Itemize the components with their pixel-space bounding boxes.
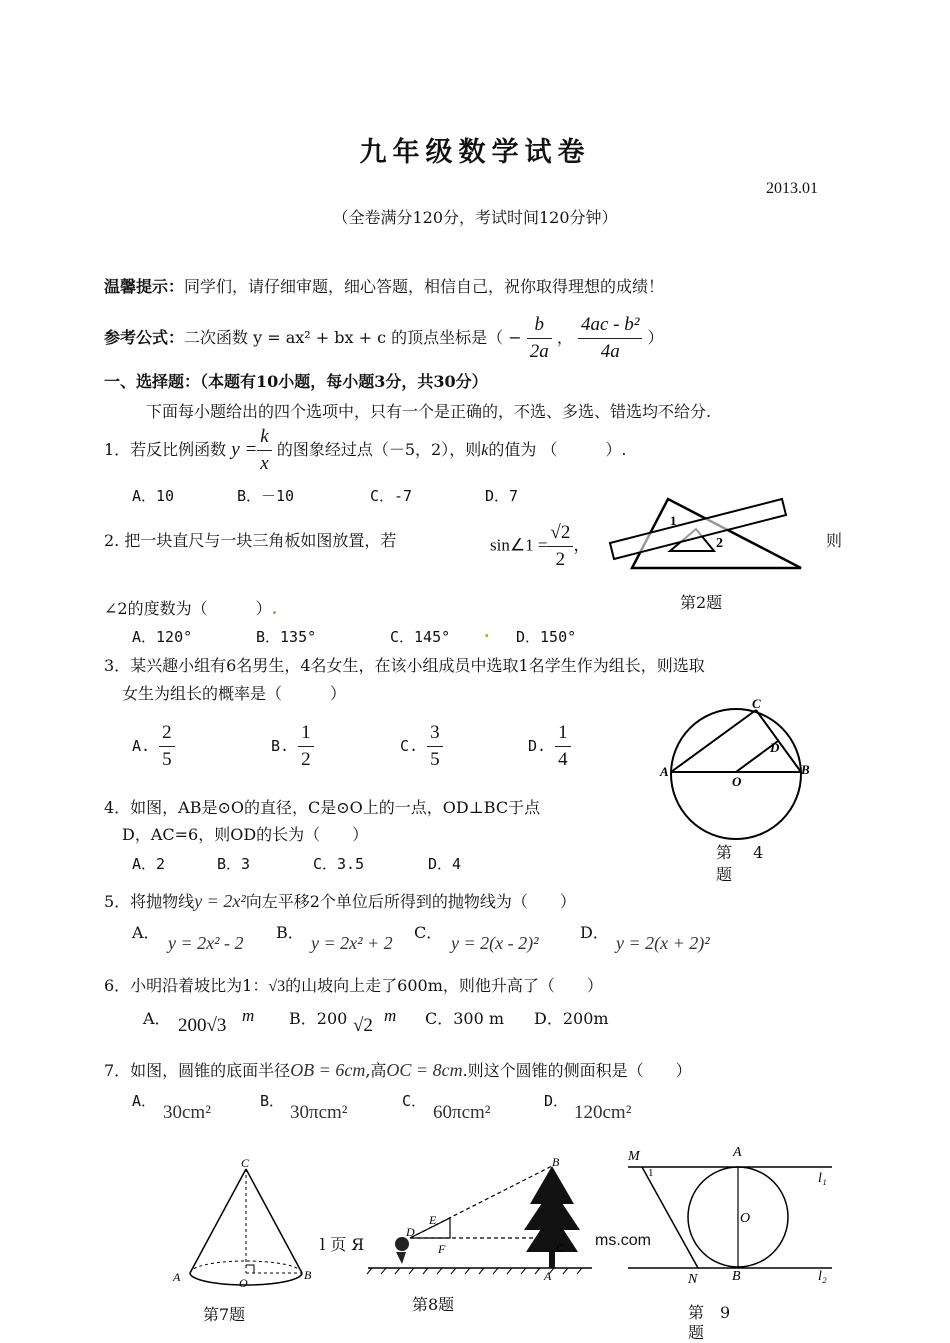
q5-option-c[interactable]: y = 2(x - 2)² bbox=[451, 933, 539, 953]
q5-label-b: B． bbox=[276, 923, 304, 942]
q2-option-d[interactable]: D．150° bbox=[516, 628, 577, 646]
q1-option-a[interactable]: A．10 bbox=[132, 487, 175, 505]
question-2: 2. 把一块直尺与一块三角板如图放置，若 bbox=[104, 531, 397, 550]
tips-line bbox=[104, 274, 664, 297]
q4-option-d[interactable]: D．4 bbox=[428, 855, 462, 873]
exam-date: 2013.01 bbox=[766, 180, 818, 197]
formula-text: 二次函数 y = ax² + bx + c 的顶点坐标是（ bbox=[184, 328, 504, 347]
fig9-label-1: 1 bbox=[648, 1167, 654, 1179]
q6-root: √3 bbox=[268, 978, 286, 995]
question-3: 3．某兴趣小组有6名男生，4名女生，在该小组成员中选取1名学生作为组长，则选取 bbox=[104, 656, 705, 675]
fig4-label-a: A bbox=[660, 764, 669, 779]
q6-label-a: A． bbox=[143, 1009, 171, 1028]
formula-label: 参考公式： bbox=[104, 328, 185, 347]
fig4-label-b: B bbox=[801, 762, 810, 777]
q5-label-a: A． bbox=[132, 923, 160, 942]
fig7-label-c: C bbox=[241, 1156, 250, 1170]
figure-2-caption: 第2题 bbox=[680, 593, 723, 612]
fig9-label-l2: l₂ bbox=[818, 1269, 827, 1284]
q2-line2-text: ∠2的度数为（ ） bbox=[104, 599, 272, 618]
q2-option-a[interactable]: A．120° bbox=[132, 628, 193, 646]
q6-label-b: B．200 bbox=[289, 1009, 348, 1028]
fig8-label-a: A bbox=[544, 1269, 552, 1282]
page-title: 九年级数学试卷 bbox=[359, 137, 591, 168]
q7-mid: ,高 bbox=[365, 1061, 387, 1080]
q1-y: y = bbox=[231, 439, 258, 460]
fig8-label-f: F bbox=[438, 1242, 446, 1256]
q7-label-c: C． bbox=[402, 1092, 427, 1110]
q5-label-d: D． bbox=[580, 923, 609, 942]
section1-instruction: 下面每小题给出的四个选项中，只有一个是正确的，不选、多选、错选均不给分. bbox=[146, 402, 712, 421]
question-1 bbox=[104, 424, 627, 477]
fig8-label-d: D bbox=[406, 1225, 415, 1239]
formula-neg: − bbox=[508, 328, 522, 347]
fig8-person-body bbox=[396, 1252, 406, 1264]
fig7-label-b: B bbox=[304, 1268, 312, 1282]
figure-8-caption: 第8题 bbox=[412, 1295, 455, 1314]
formula-line bbox=[104, 312, 664, 365]
vertex-x-fraction: $\frac{b}{2a}$ bbox=[527, 312, 552, 365]
fig9-label-m: M bbox=[628, 1149, 640, 1164]
q3-line2: 女生为组长的概率是（ ） bbox=[122, 684, 347, 703]
fig9-label-o: O bbox=[740, 1211, 751, 1226]
formula-close: ） bbox=[647, 328, 664, 347]
q2-sin: sin∠1 = bbox=[490, 535, 548, 555]
fig4-label-o: O bbox=[732, 774, 742, 789]
q7-ob: OB = 6cm bbox=[290, 1060, 366, 1080]
q4-option-c[interactable]: C．3.5 bbox=[313, 855, 365, 873]
q5-pre: 5．将抛物线 bbox=[104, 892, 195, 911]
q1-text: 1．若反比例函数 bbox=[104, 440, 227, 459]
q6-post: 的山坡向上走了600m，则他升高了（ ） bbox=[285, 976, 603, 995]
q7-option-d[interactable]: 120cm² bbox=[574, 1102, 632, 1123]
figure-4-caption-2: 题 bbox=[716, 865, 733, 884]
fig4-label-c: C bbox=[752, 696, 761, 711]
q6-pre: 6．小明沿着坡比为1： bbox=[104, 976, 269, 995]
fig9-label-n: N bbox=[688, 1272, 698, 1287]
fig8-label-c: C bbox=[556, 1241, 565, 1255]
q1-text-2: 的图象经过点（－5，2），则 bbox=[276, 440, 482, 459]
exam-note: （全卷满分120分，考试时间120分钟） bbox=[332, 208, 618, 227]
fig7-label-a: A bbox=[173, 1270, 181, 1284]
q7-option-a[interactable]: 30cm² bbox=[163, 1102, 211, 1123]
q5-option-a[interactable]: y = 2x² - 2 bbox=[168, 933, 244, 953]
figure-7 bbox=[168, 1155, 328, 1290]
q3-option-b[interactable]: B. $\frac{1}{2}$ bbox=[271, 720, 314, 773]
q2-then: 则 bbox=[826, 531, 843, 550]
q3-option-d[interactable]: D. $\frac{1}{4}$ bbox=[528, 720, 571, 773]
figure-4-caption: 第 4 bbox=[716, 843, 764, 862]
formula-comma: ， bbox=[556, 328, 573, 347]
question-5 bbox=[104, 889, 576, 912]
q6-option-a[interactable]: 200√3 bbox=[178, 1015, 227, 1036]
fig4-label-d: D bbox=[770, 740, 780, 755]
question-6 bbox=[104, 973, 603, 996]
fig8-label-b: B bbox=[552, 1155, 560, 1169]
q7-label-d: D． bbox=[544, 1092, 569, 1110]
q7-pre: 7．如图，圆锥的底面半径 bbox=[104, 1061, 291, 1080]
fig9-label-l1: l₁ bbox=[818, 1171, 827, 1186]
q6-option-d[interactable]: D．200m bbox=[534, 1009, 609, 1028]
fig9-label-b: B bbox=[732, 1269, 741, 1284]
tips-label: 温馨提示： bbox=[104, 277, 185, 296]
q2-fraction: $\frac{√2}{2}$ bbox=[547, 520, 573, 573]
q6-unit-b: m bbox=[384, 1006, 397, 1025]
figure-8 bbox=[366, 1152, 596, 1282]
q5-expr: y = 2x² bbox=[194, 891, 246, 911]
q2-line2: ∠2的度数为（ ）. bbox=[104, 599, 278, 618]
q6-unit-a: m bbox=[242, 1006, 255, 1025]
fig2-label-1: 1 bbox=[670, 513, 677, 528]
figure-7-caption: 第7题 bbox=[203, 1305, 246, 1324]
q7-label-b: B． bbox=[260, 1092, 285, 1110]
q4-option-b[interactable]: B．3 bbox=[217, 855, 251, 873]
figure-9-caption-2: 题 bbox=[688, 1323, 705, 1342]
q7-post: .则这个圆锥的侧面积是（ ） bbox=[462, 1061, 692, 1080]
fig7-right-angle bbox=[246, 1265, 254, 1273]
q7-oc: OC = 8cm bbox=[386, 1060, 463, 1080]
q5-post: 向左平移2个单位后所得到的抛物线为（ ） bbox=[245, 892, 576, 911]
q1-option-c[interactable]: C．-7 bbox=[370, 487, 413, 505]
fig7-slant-left bbox=[190, 1169, 246, 1273]
question-7 bbox=[104, 1058, 692, 1081]
q6-option-b[interactable]: √2 bbox=[353, 1015, 373, 1036]
q2-option-c[interactable]: C．145° bbox=[390, 628, 451, 646]
q1-option-d[interactable]: D．7 bbox=[485, 487, 519, 505]
fig7-label-o: O bbox=[239, 1276, 248, 1290]
q4-option-a[interactable]: A．2 bbox=[132, 855, 166, 873]
footer-page: l 页 Я bbox=[320, 1232, 364, 1255]
footer-site: ms.com bbox=[595, 1232, 651, 1249]
q2-sin-expr bbox=[490, 520, 590, 573]
q1-option-b[interactable]: B．－10 bbox=[237, 487, 295, 505]
fig8-tree-trunk bbox=[549, 1250, 555, 1268]
q7-label-a: A． bbox=[132, 1092, 157, 1110]
fig2-label-2: 2 bbox=[716, 536, 723, 551]
q2-comma: ， bbox=[573, 535, 591, 555]
vertex-y-fraction: $\frac{\text{4ac - b²}}{4a}$ bbox=[578, 312, 642, 365]
q3-option-a[interactable]: A. $\frac{2}{5}$ bbox=[132, 720, 175, 773]
q5-option-b[interactable]: y = 2x² + 2 bbox=[311, 933, 393, 953]
figure-9-caption: 第 9 bbox=[688, 1303, 731, 1322]
q6-option-c[interactable]: C．300 m bbox=[425, 1009, 505, 1028]
q5-option-d[interactable]: y = 2(x + 2)² bbox=[616, 933, 710, 953]
q3-option-c[interactable]: C. $\frac{3}{5}$ bbox=[400, 720, 443, 773]
q5-label-c: C． bbox=[414, 923, 443, 942]
fig8-person-head bbox=[395, 1237, 409, 1251]
fig8-label-e: E bbox=[429, 1213, 437, 1227]
q1-fraction: $\frac{k}{x}$ bbox=[257, 424, 271, 477]
q7-option-c[interactable]: 60πcm² bbox=[433, 1102, 491, 1123]
question-4: 4．如图，AB是⊙O的直径，C是⊙O上的一点，OD⊥BC于点 bbox=[104, 798, 541, 817]
q2-dot-mark: . bbox=[484, 622, 490, 641]
figure-4 bbox=[656, 694, 816, 844]
figure-2 bbox=[606, 493, 806, 571]
tips-text: 同学们，请仔细审题，细心答题，相信自己，祝你取得理想的成绩！ bbox=[184, 277, 665, 296]
q2-option-b[interactable]: B．135° bbox=[256, 628, 317, 646]
q1-k: k bbox=[481, 442, 489, 459]
fig9-label-a: A bbox=[733, 1145, 742, 1160]
q1-tail: 的值为 （ ）. bbox=[488, 440, 627, 459]
section1-heading: 一、选择题：（本题有10小题，每小题3分，共30分） bbox=[104, 372, 488, 391]
figure-9 bbox=[622, 1140, 837, 1288]
fig7-slant-right bbox=[246, 1169, 302, 1273]
q4-line2: D，AC=6，则OD的长为（ ） bbox=[122, 825, 369, 844]
fig4-chord-ac bbox=[671, 710, 756, 772]
q7-option-b[interactable]: 30πcm² bbox=[290, 1102, 348, 1123]
fig9-tangent-mn bbox=[642, 1167, 698, 1268]
